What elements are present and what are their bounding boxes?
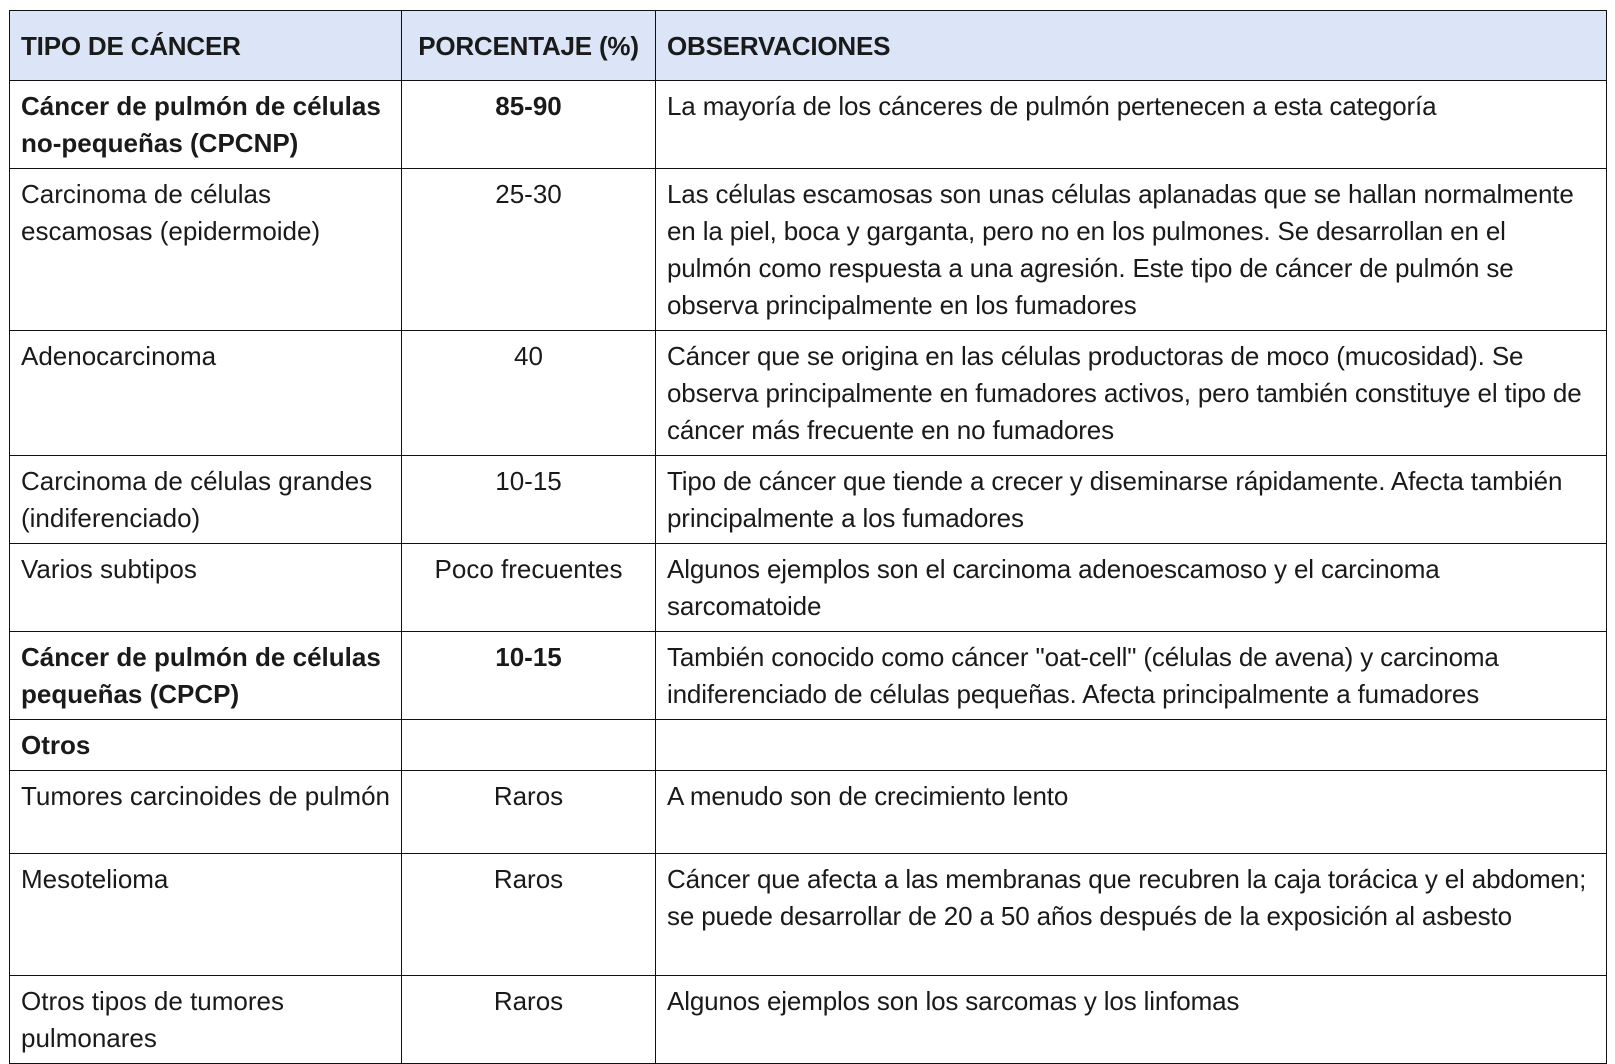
table-row-otros-tumores (10, 976, 1607, 1064)
header-observaciones: OBSERVACIONES (656, 11, 1607, 81)
cell-observations: Tipo de cáncer que tiende a crecer y diseminarse rápidamente. Afecta también principalmente a los fumadores (656, 456, 1607, 544)
header-tipo-de-cancer: TIPO DE CÁNCER (10, 11, 402, 81)
cell-observations: Algunos ejemplos son los sarcomas y los linfomas (656, 976, 1607, 1064)
table-row-escamosas (10, 169, 1607, 331)
cell-observations: A menudo son de crecimiento lento (656, 771, 1607, 854)
table-header (10, 11, 1607, 81)
table-body (10, 81, 1607, 1064)
cell-observations: También conocido como cáncer "oat-cell" (células de avena) y carcinoma indiferenciado de células pequeñas. Afecta principalmente a fumadores (656, 632, 1607, 720)
cell-type: Otros (10, 720, 402, 771)
cell-type: Mesotelioma (10, 854, 402, 976)
cell-observations: Las células escamosas son unas células aplanadas que se hallan normalmente en la piel, boca y garganta, pero no en los pulmones. Se desarrollan en el pulmón como respuesta a una agresión. Este tipo de cáncer de pulmón se observa principalmente en los fumadores (656, 169, 1607, 331)
cell-observations (656, 720, 1607, 771)
cell-observations: La mayoría de los cánceres de pulmón pertenecen a esta categoría (656, 81, 1607, 169)
cell-type: Otros tipos de tumores pulmonares (10, 976, 402, 1064)
table-row-adenocarcinoma (10, 331, 1607, 456)
header-porcentaje: PORCENTAJE (%) (402, 11, 656, 81)
cell-percentage: Poco frecuentes (402, 544, 656, 632)
cell-percentage: 25-30 (402, 169, 656, 331)
cell-percentage: 10-15 (402, 456, 656, 544)
table-row-celulas-grandes (10, 456, 1607, 544)
cell-percentage: Raros (402, 976, 656, 1064)
cell-percentage: 40 (402, 331, 656, 456)
cell-observations: Cáncer que se origina en las células productoras de moco (mucosidad). Se observa principalmente en fumadores activos, pero también constituye el tipo de cáncer más frecuente en no fumadores (656, 331, 1607, 456)
cell-type: Varios subtipos (10, 544, 402, 632)
cell-percentage: 10-15 (402, 632, 656, 720)
table-row-otros-group (10, 720, 1607, 771)
table-row-tumores-carcinoides (10, 771, 1607, 854)
table-row-varios-subtipos (10, 544, 1607, 632)
table-row-cpcnp (10, 81, 1607, 169)
cell-type: Tumores carcinoides de pulmón (10, 771, 402, 854)
cell-type: Adenocarcinoma (10, 331, 402, 456)
header-row (10, 11, 1607, 81)
cell-percentage (402, 720, 656, 771)
table-row-cpcp (10, 632, 1607, 720)
cell-type: Carcinoma de células escamosas (epidermoide) (10, 169, 402, 331)
table-row-mesotelioma (10, 854, 1607, 976)
cell-type: Carcinoma de células grandes (indiferenciado) (10, 456, 402, 544)
cell-type: Cáncer de pulmón de células no-pequeñas (CPCNP) (10, 81, 402, 169)
lung-cancer-types-table (9, 10, 1607, 1064)
cell-observations: Cáncer que afecta a las membranas que recubren la caja torácica y el abdomen; se puede desarrollar de 20 a 50 años después de la exposición al asbesto (656, 854, 1607, 976)
cell-observations: Algunos ejemplos son el carcinoma adenoescamoso y el carcinoma sarcomatoide (656, 544, 1607, 632)
cell-percentage: 85-90 (402, 81, 656, 169)
cell-percentage: Raros (402, 854, 656, 976)
lung-cancer-types-table-container (9, 10, 1606, 1064)
cell-type: Cáncer de pulmón de células pequeñas (CPCP) (10, 632, 402, 720)
cell-percentage: Raros (402, 771, 656, 854)
